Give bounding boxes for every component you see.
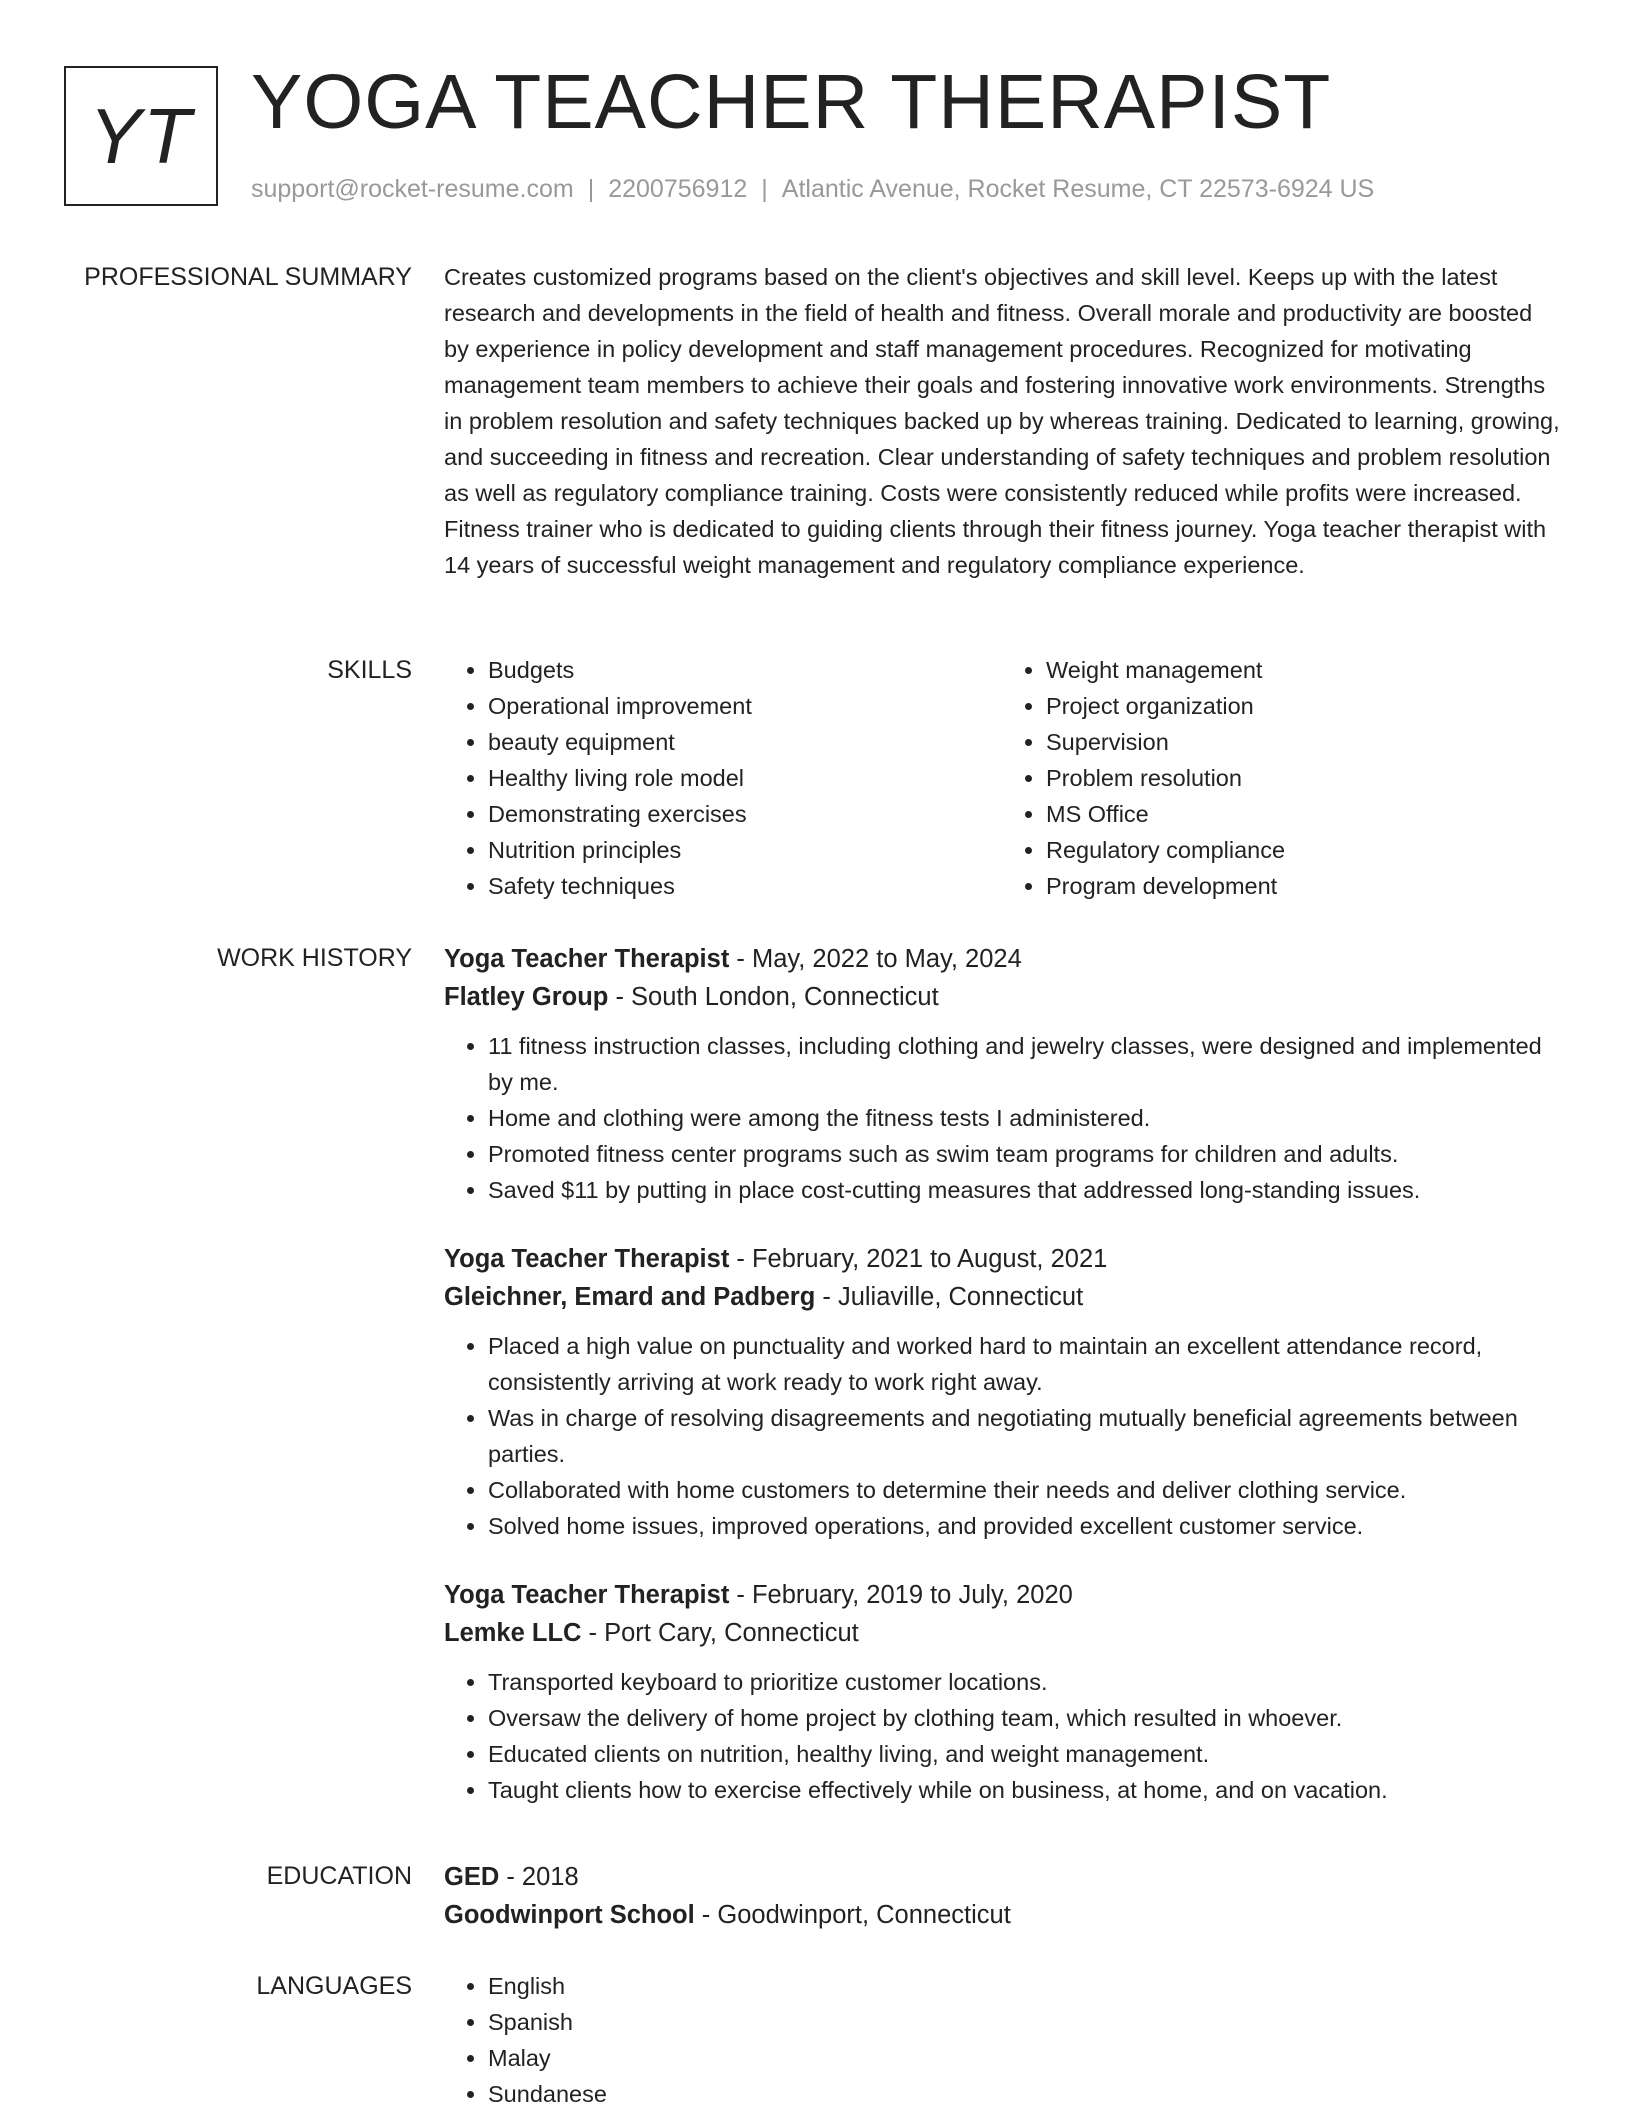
skill-item: • Weight management [1046,652,1560,688]
job-bullet: • Placed a high value on punctuality and worked hard to maintain an excellent attendance record, consistently arriving at work ready to work right away. [488,1328,1560,1400]
degree-year: - 2018 [499,1863,579,1891]
phone: 2200756912 [608,175,748,203]
skills-list-right [1002,652,1560,904]
section-label-work: WORK HISTORY [217,944,412,972]
job-bullets [444,1328,1560,1544]
skill-item: • Demonstrating exercises [488,796,1002,832]
job-bullets [444,1028,1560,1208]
job-bullet: • Was in charge of resolving disagreements and negotiating mutually beneficial agreements between parties. [488,1400,1560,1472]
skill-item: • Project organization [1046,688,1560,724]
company-location: - Port Cary, Connecticut [581,1619,859,1647]
email[interactable]: support@rocket-resume.com [251,175,574,203]
skill-item: • Budgets [488,652,1002,688]
job-bullet: • Solved home issues, improved operations, and provided excellent customer service. [488,1508,1560,1544]
job-dates: - February, 2019 to July, 2020 [729,1581,1073,1609]
skill-item: • Healthy living role model [488,760,1002,796]
candidate-name: YOGA TEACHER THERAPIST [251,59,1332,145]
separator: | [761,175,768,203]
job-entry [444,1240,1560,1544]
skill-item: • Safety techniques [488,868,1002,904]
job-title: Yoga Teacher Therapist [444,1245,730,1273]
skill-item: • Regulatory compliance [1046,832,1560,868]
school-name: Goodwinport School [444,1901,695,1929]
language-item: • English [488,1968,1560,2004]
skill-item: • Program development [1046,868,1560,904]
job-bullet: • Transported keyboard to prioritize customer locations. [488,1664,1560,1700]
job-bullet: • Home and clothing were among the fitness tests I administered. [488,1100,1560,1136]
degree: GED [444,1863,500,1891]
company-name: Gleichner, Emard and Padberg [444,1283,816,1311]
languages-list [444,1968,1560,2112]
job-dates: - May, 2022 to May, 2024 [729,945,1022,973]
job-bullet: • Collaborated with home customers to determine their needs and deliver clothing service. [488,1472,1560,1508]
section-label-education: EDUCATION [266,1862,412,1890]
company-location: - Juliaville, Connecticut [815,1283,1084,1311]
skill-item: • Supervision [1046,724,1560,760]
job-bullets [444,1664,1560,1808]
language-item: • Malay [488,2040,1560,2076]
skill-item: • Operational improvement [488,688,1002,724]
job-title: Yoga Teacher Therapist [444,945,730,973]
address: Atlantic Avenue, Rocket Resume, CT 22573-6924 US [781,175,1375,203]
separator: | [587,175,595,203]
school-location: - Goodwinport, Connecticut [694,1901,1011,1929]
language-item: • Sundanese [488,2076,1560,2112]
company-location: - South London, Connecticut [608,983,939,1011]
job-bullet: • Taught clients how to exercise effectively while on business, at home, and on vacation. [488,1772,1560,1808]
section-label-languages: LANGUAGES [256,1972,412,2000]
job-dates: - February, 2021 to August, 2021 [729,1245,1108,1273]
contact-line [251,175,1374,204]
skill-item: • Nutrition principles [488,832,1002,868]
skill-item: • MS Office [1046,796,1560,832]
company-name: Flatley Group [444,983,609,1011]
job-bullet: • Promoted fitness center programs such as swim team programs for children and adults. [488,1136,1560,1172]
section-label-skills: SKILLS [327,656,412,684]
skill-item: • Problem resolution [1046,760,1560,796]
job-entry [444,1576,1560,1808]
job-bullet: • Saved $11 by putting in place cost-cutting measures that addressed long-standing issues. [488,1172,1560,1208]
language-item: • Spanish [488,2004,1560,2040]
job-entry [444,940,1560,1208]
section-label-summary: PROFESSIONAL SUMMARY [84,263,412,291]
job-title: Yoga Teacher Therapist [444,1581,730,1609]
job-bullet: • Educated clients on nutrition, healthy living, and weight management. [488,1736,1560,1772]
skills-list-left [444,652,1002,904]
job-bullet: • Oversaw the delivery of home project by clothing team, which resulted in whoever. [488,1700,1560,1736]
company-name: Lemke LLC [444,1619,582,1647]
job-bullet: • 11 fitness instruction classes, including clothing and jewelry classes, were designed and implemented by me. [488,1028,1560,1100]
skill-item: • beauty equipment [488,724,1002,760]
monogram-logo: YT [64,66,218,206]
summary-text: Creates customized programs based on the client's objectives and skill level. Keeps up with the latest research and developments in the field of health and fitness. Overall morale and productivity are boosted by experience in policy development and staff management procedures. Recognized for motivating management team members to achieve their goals and fostering innovative work environments. Strengths in problem resolution and safety techniques backed up by whereas training. Dedicated to learning, growing, and succeeding in fitness and recreation. Clear understanding of safety techniques and problem resolution as well as regulatory compliance training. Costs were consistently reduced while profits were increased. Fitness trainer who is dedicated to guiding clients through their fitness journey. Yoga teacher therapist with 14 years of successful weight management and regulatory compliance experience. [444,264,1560,578]
